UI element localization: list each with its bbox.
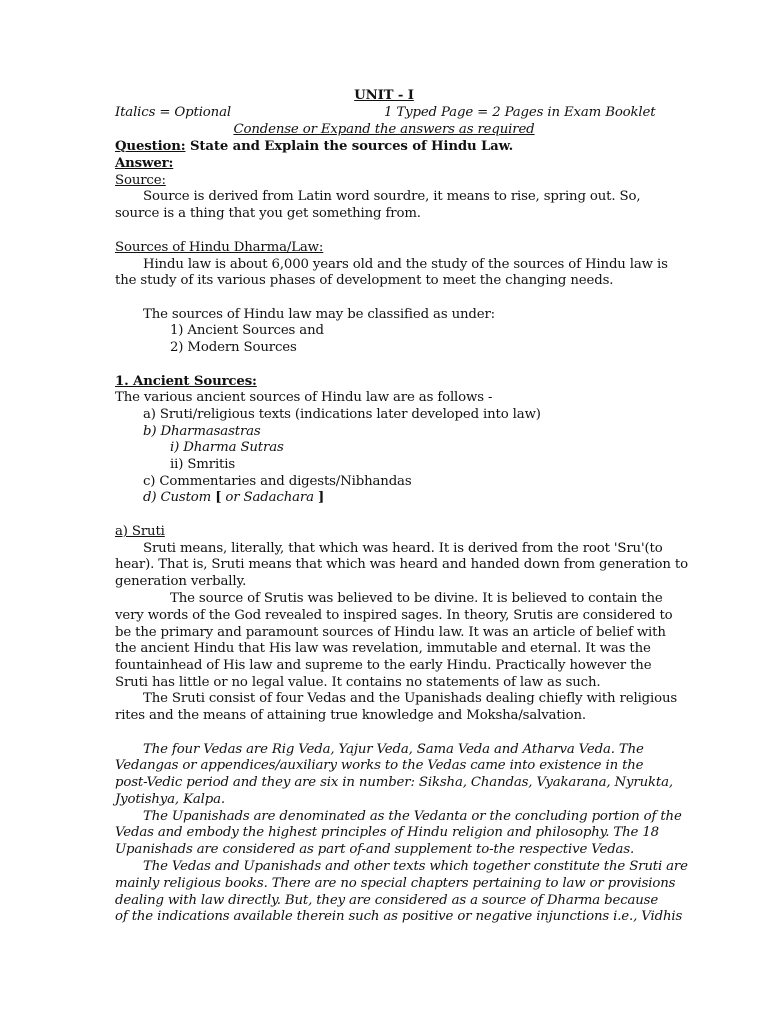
list-item-c: c) Commentaries and digests/Nibhandas <box>143 474 412 489</box>
optional-line: The Vedas and Upanishads and other texts which together constitute the Sruti are <box>143 859 688 874</box>
optional-line: mainly religious books. There are no special chapters pertaining to law or provisions <box>115 876 676 891</box>
sruti-line: fountainhead of His law and supreme to the early Hindu. Practically however the <box>115 658 652 673</box>
sruti-heading: a) Sruti <box>115 524 165 539</box>
classified-line: The sources of Hindu law may be classified as under: <box>143 307 496 322</box>
sruti-line: generation verbally. <box>115 574 247 589</box>
list-item-d <box>143 490 324 506</box>
list-item-b: b) Dharmasastras <box>143 424 261 439</box>
sruti-line: Sruti has little or no legal value. It contains no statements of law as such. <box>115 675 601 690</box>
question-label: Question: <box>115 139 186 154</box>
optional-line: Upanishads are considered as part of-and supplement to-the respective Vedas. <box>115 842 635 857</box>
ancient-intro: The various ancient sources of Hindu law are as follows - <box>115 390 493 405</box>
list-item-b-i: i) Dharma Sutras <box>170 440 284 455</box>
bracket-close: ] <box>317 490 325 505</box>
sruti-line: Sruti means, literally, that which was heard. It is derived from the root 'Sru'(to <box>143 541 663 556</box>
ancient-heading: 1. Ancient Sources: <box>115 374 257 389</box>
answer-label: Answer: <box>115 156 174 171</box>
dharma-line-2: the study of its various phases of development to meet the changing needs. <box>115 273 614 288</box>
source-heading: Source: <box>115 173 166 188</box>
sadachara-text: or Sadachara <box>221 490 318 505</box>
unit-title: UNIT - I <box>354 88 414 103</box>
optional-line: The Upanishads are denominated as the Vedanta or the concluding portion of the <box>143 809 682 824</box>
italics-note: Italics = Optional <box>115 105 231 120</box>
optional-line: The four Vedas are Rig Veda, Yajur Veda, Sama Veda and Atharva Veda. The <box>143 742 644 757</box>
list-item-d-prefix: d) Custom <box>143 490 212 505</box>
dharma-heading: Sources of Hindu Dharma/Law: <box>115 240 324 255</box>
sruti-line: rites and the means of attaining true knowledge and Moksha/salvation. <box>115 708 586 723</box>
condense-note: Condense or Expand the answers as required <box>233 122 535 137</box>
dharma-line-1: Hindu law is about 6,000 years old and the study of the sources of Hindu law is <box>143 257 668 272</box>
page-note: 1 Typed Page = 2 Pages in Exam Booklet <box>384 105 656 120</box>
optional-line: dealing with law directly. But, they are considered as a source of Dharma because <box>115 893 659 908</box>
optional-line: Vedangas or appendices/auxiliary works to the Vedas came into existence in the <box>115 758 644 773</box>
sruti-line: hear). That is, Sruti means that which was heard and handed down from generation to <box>115 557 688 572</box>
question-text: State and Explain the sources of Hindu Law. <box>189 139 514 154</box>
list-item-b-ii: ii) Smritis <box>170 457 236 472</box>
bracket-open: [ <box>215 490 222 505</box>
optional-line: of the indications available therein such as positive or negative injunctions i.e., Vidhis <box>115 909 683 924</box>
optional-line: Vedas and embody the highest principles of Hindu religion and philosophy. The 18 <box>115 825 659 840</box>
optional-line: post-Vedic period and they are six in number: Siksha, Chandas, Vyakarana, Nyrukta, <box>115 775 673 790</box>
sruti-line: The Sruti consist of four Vedas and the Upanishads dealing chiefly with religious <box>143 691 678 706</box>
source-line-2: source is a thing that you get something from. <box>115 206 421 221</box>
sruti-line: the ancient Hindu that His law was revelation, immutable and eternal. It was the <box>115 641 651 656</box>
sruti-line: very words of the God revealed to inspired sages. In theory, Srutis are considered to <box>115 608 673 623</box>
source-line-1: Source is derived from Latin word sourdre, it means to rise, spring out. So, <box>143 189 641 204</box>
sruti-line: be the primary and paramount sources of Hindu law. It was an article of belief with <box>115 625 666 640</box>
list-item: 1) Ancient Sources and <box>170 323 324 338</box>
list-item-a: a) Sruti/religious texts (indications later developed into law) <box>143 407 541 422</box>
sruti-line: The source of Srutis was believed to be divine. It is believed to contain the <box>170 591 663 606</box>
optional-line: Jyotishya, Kalpa. <box>115 792 225 807</box>
question-line <box>115 139 513 155</box>
list-item: 2) Modern Sources <box>170 340 297 355</box>
